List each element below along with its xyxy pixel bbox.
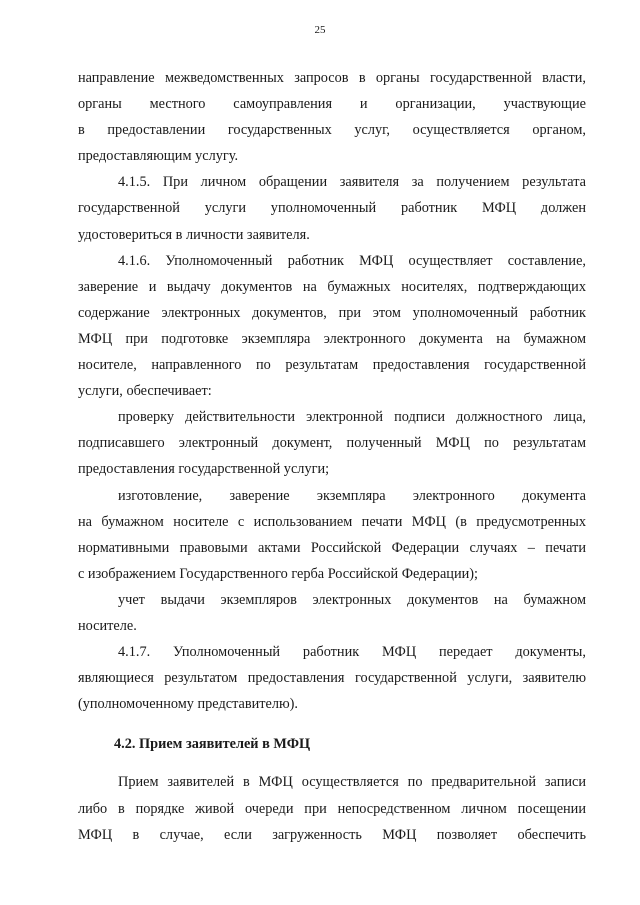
text-line: предоставления государственной услуги; <box>78 461 330 478</box>
text-line: носителе, направленного по результатам предоставления государственной <box>78 357 586 374</box>
text-line: нормативными правовыми актами Российской Федерации случаях – печати <box>78 539 586 556</box>
text-line: содержание электронных документов, при этом уполномоченный работник <box>78 304 586 321</box>
text-line: удостовериться в личности заявителя. <box>78 226 310 243</box>
paragraph-record <box>78 587 586 639</box>
text-line: 4.1.5. При личном обращении заявителя за получением результата <box>118 174 586 191</box>
paragraph-make-copy <box>78 483 586 587</box>
text-line: МФЦ при подготовке экземпляра электронного документа на бумажном <box>78 330 586 347</box>
text-line: проверку действительности электронной подписи должностного лица, <box>118 409 586 426</box>
text-line: 4.1.6. Уполномоченный работник МФЦ осуществляет составление, <box>118 252 586 269</box>
text-line: в предоставлении государственных услуг, осуществляется органом, <box>78 122 586 139</box>
text-line: Прием заявителей в МФЦ осуществляется по предварительной записи <box>118 774 586 791</box>
text-line: подписавшего электронный документ, полученный МФЦ по результатам <box>78 435 586 452</box>
text-line: 4.1.7. Уполномоченный работник МФЦ передает документы, <box>118 644 586 661</box>
paragraph-4-1-7 <box>78 639 586 717</box>
paragraph-reception <box>78 769 586 847</box>
text-line: предоставляющим услугу. <box>78 148 239 165</box>
text-line: государственной услуги уполномоченный работник МФЦ должен <box>78 200 586 217</box>
text-line: учет выдачи экземпляров электронных документов на бумажном <box>118 591 586 608</box>
page-number: 25 <box>314 24 326 36</box>
paragraph-check-signature <box>78 404 586 482</box>
text-line: (уполномоченному представителю). <box>78 696 298 713</box>
text-line: изготовление, заверение экземпляра электронного документа <box>118 487 586 504</box>
text-line: услуги, обеспечивает: <box>78 383 212 400</box>
text-line: заверение и выдачу документов на бумажных носителях, подтверждающих <box>78 278 586 295</box>
document-body <box>78 65 586 848</box>
text-line: с изображением Государственного герба Российской Федерации); <box>78 565 478 582</box>
text-line: на бумажном носителе с использованием печати МФЦ (в предусмотренных <box>78 513 586 530</box>
text-line: органы местного самоуправления и организации, участвующие <box>78 96 586 113</box>
text-line: носителе. <box>78 617 137 634</box>
section-heading: 4.2. Прием заявителей в МФЦ <box>114 736 311 753</box>
text-line: являющиеся результатом предоставления государственной услуги, заявителю <box>78 670 586 687</box>
paragraph-continuation <box>78 65 586 169</box>
text-line: либо в порядке живой очереди при непосредственном личном посещении <box>78 800 586 817</box>
paragraph-4-1-6 <box>78 248 586 405</box>
paragraph-4-1-5 <box>78 169 586 247</box>
text-line: направление межведомственных запросов в органы государственной власти, <box>78 70 586 86</box>
text-line: МФЦ в случае, если загруженность МФЦ позволяет обеспечить <box>78 826 586 843</box>
